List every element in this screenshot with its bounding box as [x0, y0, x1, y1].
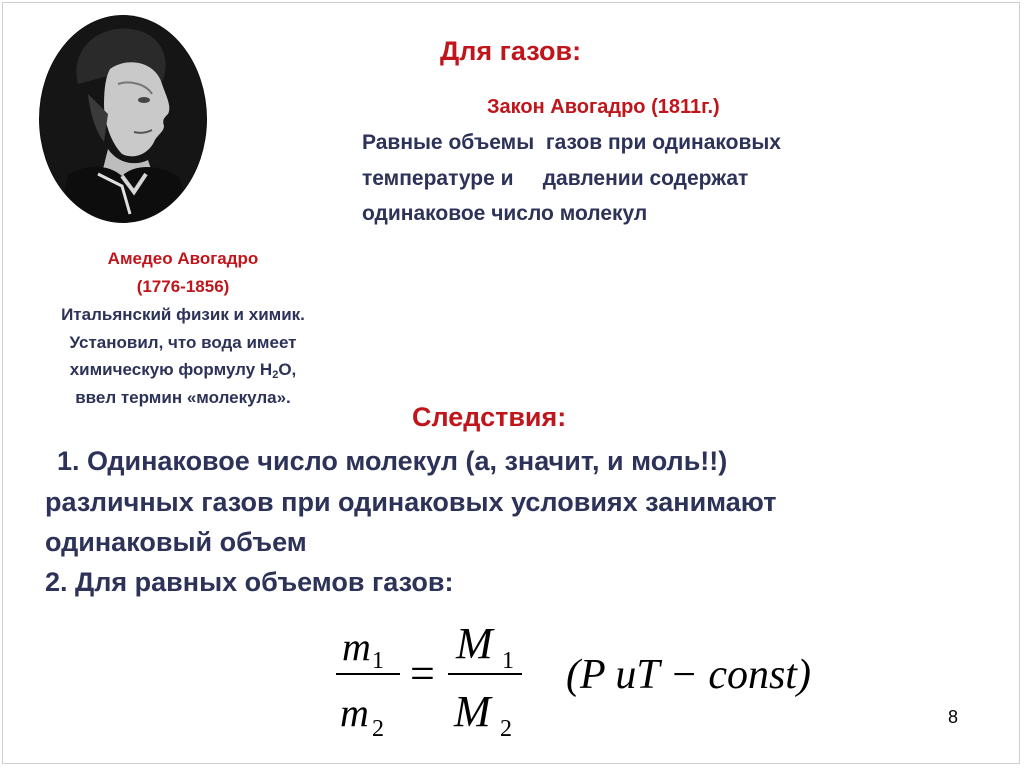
- formula-lhs-denominator: m: [340, 690, 369, 735]
- consequence-2: 2. Для равных объемов газов:: [45, 567, 454, 597]
- section-title: Для газов:: [440, 36, 582, 66]
- formula-equals: =: [410, 649, 435, 698]
- bio-line: Итальянский физик и химик.: [61, 305, 305, 324]
- scientist-years: (1776-1856): [136, 277, 230, 296]
- bio-line-text: О,: [278, 360, 297, 379]
- consequence-1-line: 1. Одинаковое число молекул (а, значит, и моль!!): [57, 446, 728, 476]
- bio-line-formula: [0, 360, 366, 381]
- formula-rhs-denominator: M: [454, 687, 491, 736]
- bio-line: Установил, что вода имеет: [69, 333, 297, 352]
- portrait-engraving-icon: [38, 14, 208, 224]
- formula-rhs-numerator: M: [456, 619, 493, 668]
- formula-rhs-numerator-sub: 1: [502, 648, 514, 674]
- formula-lhs-numerator: m: [342, 624, 371, 669]
- formula-lhs-denominator-sub: 2: [372, 716, 384, 742]
- consequence-1-line: различных газов при одинаковых условиях занимают: [45, 487, 777, 517]
- bio-line: ввел термин «молекула».: [75, 388, 291, 407]
- bio-line-text: химическую формулу Н: [69, 360, 273, 379]
- mass-ratio-formula: [330, 612, 890, 752]
- law-text-line: Равные объемы газов при одинаковых: [362, 131, 781, 154]
- page-number: 8: [948, 707, 959, 727]
- formula-lhs-numerator-sub: 1: [372, 648, 384, 674]
- consequence-1-line: одинаковый объем: [45, 527, 307, 557]
- formula-rhs-denominator-sub: 2: [500, 716, 512, 742]
- law-text-line: температуре и давлении содержат: [362, 167, 749, 190]
- law-text-line: одинаковое число молекул: [362, 202, 648, 225]
- formula-condition: (P uT − const): [566, 652, 811, 698]
- avogadro-portrait: [38, 14, 208, 224]
- subscript: 2: [272, 369, 279, 381]
- law-title: Закон Авогадро (1811г.): [487, 96, 720, 118]
- scientist-name: Амедео Авогадро: [107, 249, 259, 268]
- consequences-title: Следствия:: [412, 402, 567, 432]
